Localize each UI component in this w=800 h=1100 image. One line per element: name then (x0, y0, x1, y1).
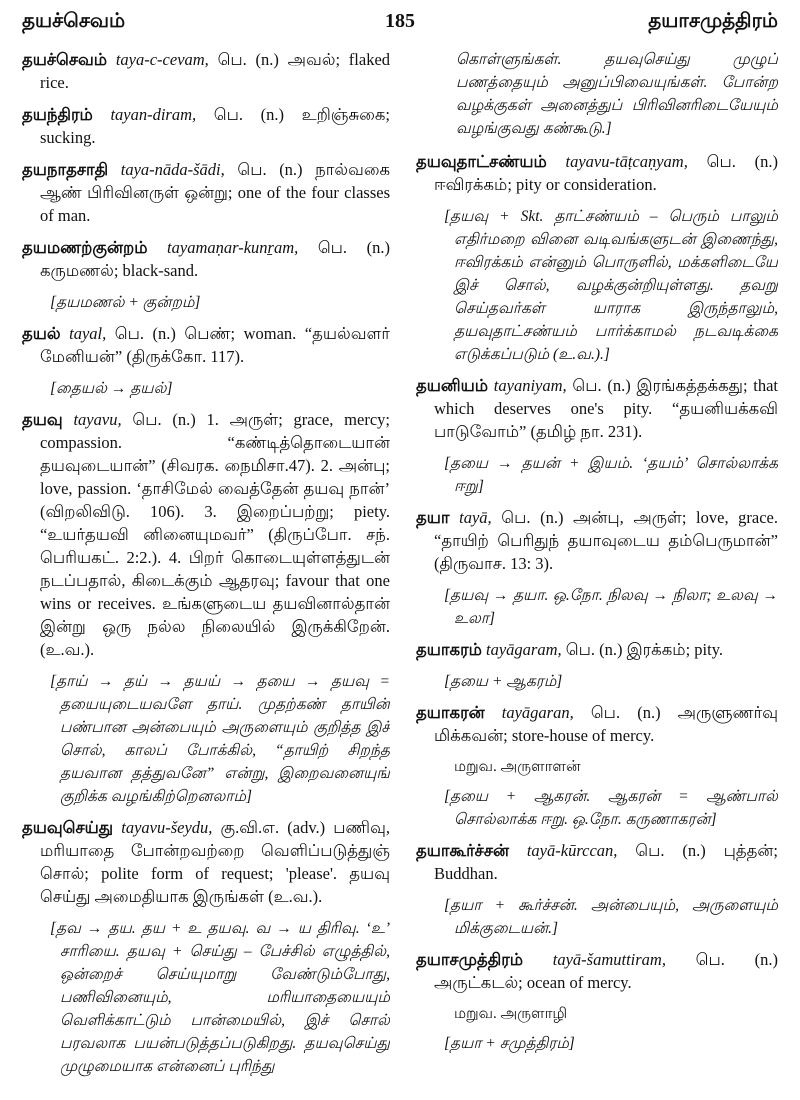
transliteration: tayāgaran, (501, 703, 574, 722)
dictionary-entry (22, 236, 390, 282)
transliteration: taya-nāda-šādi, (120, 160, 225, 179)
etymology: [தயவு + Skt. தாட்சண்யம் – பெரும் பாலும் எதிர்மறை வினை வடிவங்களுடன் இணைந்து, ஈவிரக்கம் என்னும் பொருளில், மக்களிடையே இச் சொல், வழக்குன்றியுள்ளது. தவறு செய்தவர்கள் யாராக இருந்தாலும், தயவுதாட்சண்யம் பார்க்காமல் நடவடிக்கை எடுக்கப்படும் (உ.வ.).] (444, 208, 778, 363)
definition: பெ. (n.) இரக்கம்; pity. (565, 640, 723, 659)
transliteration: tayā, (459, 508, 492, 527)
transliteration: tayavu-tāṭcaṇyam, (565, 152, 688, 171)
headword: தயநாதசாதி (22, 160, 109, 179)
headword: தயவு (22, 410, 63, 429)
definition: பெ. (n.) அருளுணர்வு மிக்கவன்; store-house of mercy. (434, 703, 778, 745)
definition: பெ. (n.) பெண்; woman. “தயல்வளர் மேனியன்” (திருக்கோ. 117). (40, 324, 390, 366)
headword: தயமணற்குன்றம் (22, 238, 148, 257)
definition: பெ. (n.) புத்தன்; Buddhan. (434, 841, 778, 883)
headword: தயனியம் (416, 376, 489, 395)
left-column (22, 48, 390, 1090)
dictionary-entry (416, 701, 778, 747)
dictionary-entry (22, 103, 390, 149)
header-last-word: தயாசமுத்திரம் (648, 10, 778, 32)
right-column (416, 48, 778, 1090)
definition: பெ. (n.) நால்வகை ஆண் பிரிவினருள் ஒன்று; one of the four classes of man. (40, 160, 390, 225)
etymology: [தயை + ஆகரன். ஆகரன் = ஆண்பால் சொல்லாக்க ஈறு. ஒ.நோ. கருணாகரன்] (444, 788, 778, 828)
dictionary-entry (22, 158, 390, 227)
headword: தயல் (22, 324, 61, 343)
entry-columns (22, 48, 778, 1090)
transliteration: taya-c-cevam, (115, 50, 209, 69)
transliteration: tayal, (69, 324, 107, 343)
dictionary-entry (22, 816, 390, 908)
headword: தயாகூர்ச்சன் (416, 841, 509, 860)
transliteration: tayamaṇar-kunṟam, (167, 238, 299, 257)
headword: தயச்செவம் (22, 50, 108, 69)
definition: பெ. (n.) கருமணல்; black-sand. (40, 238, 390, 280)
definition: பெ. (n.) 1. அருள்; grace, mercy; compassion. “கண்டித்தொடையான் தயவுடையான்” (சிவரக. நைமிசா.47). 2. அன்பு; love, passion. ‘தாசிமேல் வைத்தேன் தயவு நான்’ (விறலிவிடு. 106). 3. இறைப்பற்று; piety. “உயர்தயவி னினையுமவர்” (திருப்போ. சந். பெரியகட். 2:2.). 4. பிறர் கொடையுள்ளத்துடன் நடப்பதால், கிடைக்கும் ஆதரவு; favour that one wins or receives. உங்களுடைய தயவினால்தான் இன்று ஒரு நல்ல நிலையில் இருக்கிறேன். (உ.வ.). (40, 410, 390, 659)
dictionary-entry (416, 948, 778, 994)
headword: தயாசமுத்திரம் (416, 950, 524, 969)
transliteration: tayā-kūrccan, (526, 841, 618, 860)
etymology: [தயா + சமுத்திரம்] (444, 1035, 575, 1052)
transliteration: tayā-šamuttiram, (552, 950, 666, 969)
headword: தயந்திரம் (22, 105, 93, 124)
header-first-word: தயச்செவம் (22, 10, 126, 32)
page-number: 185 (385, 10, 415, 32)
headword: தயவுசெய்து (22, 818, 114, 837)
dictionary-entry (416, 374, 778, 443)
dictionary-entry (22, 408, 390, 661)
etymology: [தயை → தயன் + இயம். ‘தயம்’ சொல்லாக்க ஈறு] (444, 455, 778, 495)
etymology: [தவ → தய. தய + உ தயவு. வ → ய திரிவு. ‘உ’ சாரியை. தயவு + செய்து – பேச்சில் எழுத்தில், ஒன்றைச் செய்யுமாறு வேண்டும்போது, பணிவினையும், மரியாதையையும் வெளிக்காட்டும் பான்மையில், இச் சொல் பரவலாக பயன்படுத்தப்படுகிறது. தயவுசெய்து முழுமையாக என்னைப் புரிந்து (50, 920, 390, 1075)
dictionary-entry (22, 48, 390, 94)
transliteration: tayaniyam, (493, 376, 567, 395)
etymology: [தயவு → தயா. ஒ.நோ. நிலவு → நிலா; உலவு → உலா] (444, 587, 778, 627)
definition: பெ. (n.) உறிஞ்சுகை; sucking. (40, 105, 390, 147)
dictionary-entry (416, 638, 778, 661)
etymology: [தாய் → தய் → தயய் → தயை → தயவு = தயையுடையவளே தாய். முதற்கண் தாயின் பண்பான அன்பையும் அருளையும் குறித்த இச் சொல், காலப் போக்கில், “தாயிற் சிறந்த தயவான தத்துவனே” என்று, இறைவனையுங் குறிக்க வழங்கிற்றெனலாம்] (50, 673, 390, 805)
transliteration: tayan-diram, (110, 105, 197, 124)
etymology: [தயா + கூர்ச்சன். அன்பையும், அருளையும் மிக்குடையன்.] (444, 897, 778, 937)
transliteration: tayavu, (73, 410, 122, 429)
headword: தயா (416, 508, 450, 527)
headword: தயாகரம் (416, 640, 482, 659)
definition: பெ. (n.) ஈவிரக்கம்; pity or consideration. (434, 152, 778, 194)
synonym-reference: மறுவ. அருளாளன் (454, 759, 581, 775)
dictionary-entry (416, 150, 778, 196)
definition: பெ. (n.) அவல்; flaked rice. (40, 50, 390, 92)
page-header (22, 10, 778, 38)
etymology-continued: கொள்ளுங்கள். தயவுசெய்து முழுப் பணத்தையும் அனுப்பிவையுங்கள். போன்ற வழக்குகள் அனைத்துப் பிரிவினரிடையேயும் வழங்குவது கண்கூடு.] (456, 51, 778, 137)
transliteration: tayavu-šeydu, (121, 818, 213, 837)
etymology: [தயை + ஆகரம்] (444, 673, 563, 690)
headword: தயாகரன் (416, 703, 485, 722)
definition: பெ. (n.) அருட்கடல்; ocean of mercy. (434, 950, 778, 992)
etymology: [தயமணல் + குன்றம்] (50, 294, 201, 311)
definition: கு.வி.எ. (adv.) பணிவு, மரியாதை போன்றவற்றை வெளிப்படுத்துஞ் சொல்; polite form of request; 'please'. தயவு செய்து அமைதியாக இருங்கள் (உ.வ.). (40, 818, 390, 906)
headword: தயவுதாட்சண்யம் (416, 152, 547, 171)
synonym-reference: மறுவ. அருளாழி (454, 1006, 568, 1022)
dictionary-entry (416, 506, 778, 575)
definition: பெ. (n.) அன்பு, அருள்; love, grace. “தாயிற் பெரிதுந் தயாவுடைய தம்பெருமான்” (திருவாச. 13: 3). (434, 508, 778, 573)
etymology: [தையல் → தயல்] (50, 380, 173, 397)
dictionary-entry (22, 322, 390, 368)
dictionary-entry (416, 839, 778, 885)
transliteration: tayāgaram, (486, 640, 562, 659)
definition: பெ. (n.) இரங்கத்தக்கது; that which deserves one's pity. “தயனியக்கவி பாடுவோம்” (தமிழ் நா. 231). (434, 376, 778, 441)
